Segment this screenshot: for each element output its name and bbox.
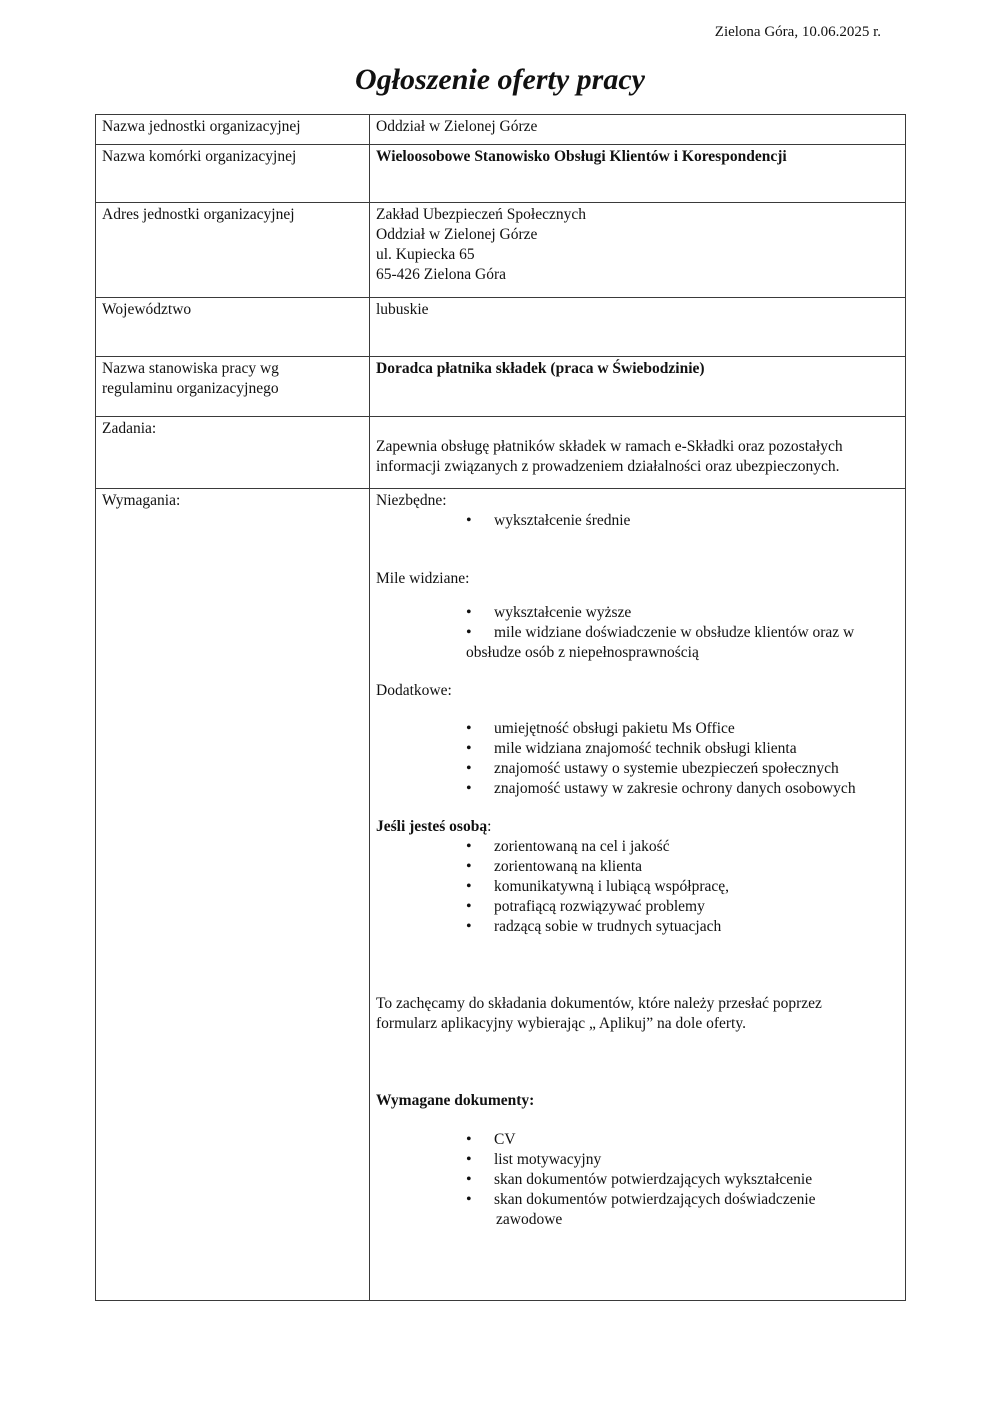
row-tasks <box>96 417 906 489</box>
row-unit-name <box>96 115 906 145</box>
if-you-heading-text: Jeśli jesteś osobą <box>376 818 488 835</box>
list-item: • komunikatywną i lubiącą współpracę, <box>466 877 899 897</box>
welcome-heading: Mile widziane: <box>376 570 470 587</box>
list-item: • znajomość ustawy w zakresie ochrony danych osobowych <box>466 779 899 799</box>
tasks-line: informacji związanych z prowadzeniem działalności oraz ubezpieczonych. <box>376 458 840 475</box>
document-date: Zielona Góra, 10.06.2025 r. <box>714 24 881 40</box>
list-item: • wykształcenie średnie <box>466 511 899 531</box>
list-item-continuation: zawodowe <box>496 1211 563 1228</box>
list-item: • umiejętność obsługi pakietu Ms Office <box>466 719 899 739</box>
encouragement-line: To zachęcamy do składania dokumentów, które należy przesłać poprzez <box>376 995 822 1012</box>
list-item: • CV <box>466 1130 899 1150</box>
list-item: • zorientowaną na cel i jakość <box>466 837 899 857</box>
job-offer-table <box>95 114 906 1301</box>
list-item: • skan dokumentów potwierdzających doświadczenie <box>466 1190 899 1210</box>
label-unit-name: Nazwa jednostki organizacyjnej <box>96 115 370 145</box>
additional-heading: Dodatkowe: <box>376 682 452 699</box>
address-line: ul. Kupiecka 65 <box>376 246 475 263</box>
row-address <box>96 203 906 298</box>
value-unit-name: Oddział w Zielonej Górze <box>370 115 906 145</box>
label-address: Adres jednostki organizacyjnej <box>96 203 370 298</box>
value-requirements <box>370 489 906 1301</box>
label-voivodeship: Województwo <box>96 298 370 357</box>
additional-list <box>376 719 899 799</box>
value-cell-name: Wieloosobowe Stanowisko Obsługi Klientów i Korespondencji <box>370 145 906 203</box>
row-requirements <box>96 489 906 1301</box>
list-item: • wykształcenie wyższe <box>466 603 899 623</box>
row-cell-name <box>96 145 906 203</box>
list-item: • zorientowaną na klienta <box>466 857 899 877</box>
documents-heading: Wymagane dokumenty: <box>376 1092 535 1109</box>
row-position <box>96 357 906 417</box>
value-tasks <box>370 417 906 489</box>
value-position: Doradca płatnika składek (praca w Świebodzinie) <box>370 357 906 417</box>
essential-list <box>376 511 899 531</box>
label-position-line: Nazwa stanowiska pracy wg <box>102 360 279 377</box>
if-you-heading-colon: : <box>487 818 492 835</box>
essential-heading: Niezbędne: <box>376 492 447 509</box>
address-line: Oddział w Zielonej Górze <box>376 226 538 243</box>
list-item: • znajomość ustawy o systemie ubezpieczeń społecznych <box>466 759 899 779</box>
encouragement-line: formularz aplikacyjny wybierając „ Aplikuj” na dole oferty. <box>376 1015 746 1032</box>
page-title: Ogłoszenie oferty pracy <box>355 63 645 96</box>
list-item-continuation: obsłudze osób z niepełnosprawnością <box>466 644 699 661</box>
address-line: 65-426 Zielona Góra <box>376 266 506 283</box>
value-voivodeship: lubuskie <box>370 298 906 357</box>
documents-list <box>376 1130 899 1210</box>
label-cell-name: Nazwa komórki organizacyjnej <box>96 145 370 203</box>
tasks-line: Zapewnia obsługę płatników składek w ramach e-Składki oraz pozostałych <box>376 438 843 455</box>
label-position <box>96 357 370 417</box>
if-you-heading <box>376 817 899 837</box>
list-item: • list motywacyjny <box>466 1150 899 1170</box>
list-item: • radzącą sobie w trudnych sytuacjach <box>466 917 899 937</box>
if-you-list <box>376 837 899 937</box>
list-item: • mile widziane doświadczenie w obsłudze klientów oraz w <box>466 623 899 643</box>
list-item: • potrafiącą rozwiązywać problemy <box>466 897 899 917</box>
label-position-line: regulaminu organizacyjnego <box>102 380 279 397</box>
value-address <box>370 203 906 298</box>
list-item: • mile widziana znajomość technik obsługi klienta <box>466 739 899 759</box>
list-item: • skan dokumentów potwierdzających wykształcenie <box>466 1170 899 1190</box>
label-tasks: Zadania: <box>96 417 370 489</box>
address-line: Zakład Ubezpieczeń Społecznych <box>376 206 587 223</box>
row-voivodeship <box>96 298 906 357</box>
welcome-list <box>376 603 899 643</box>
label-requirements: Wymagania: <box>96 489 370 1301</box>
